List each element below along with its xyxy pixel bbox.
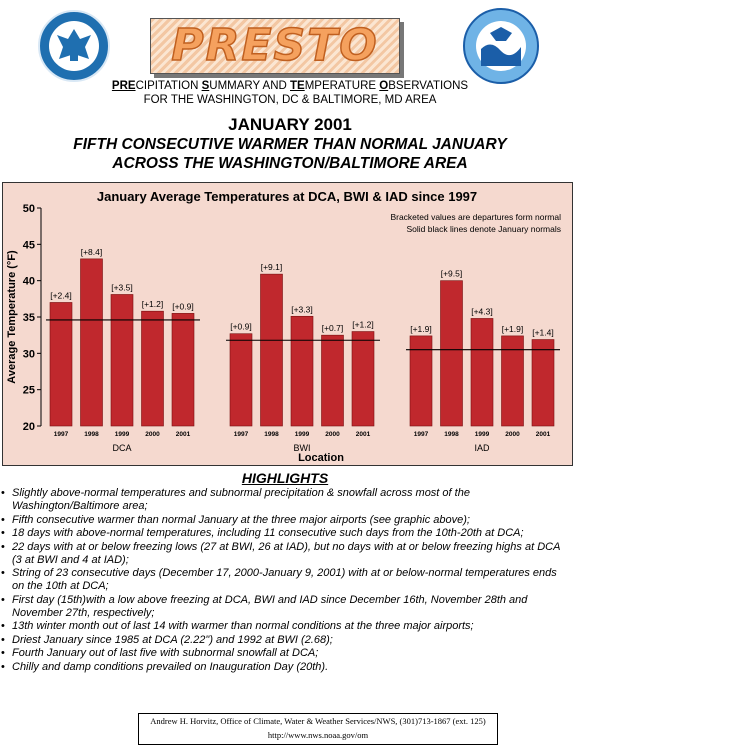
year-tick-label: 1997 <box>413 431 429 438</box>
bar-dca-2001 <box>172 313 194 426</box>
bar-dca-1998 <box>81 259 103 426</box>
year-tick-label: 1998 <box>444 431 459 438</box>
departure-label: [+1.2] <box>141 299 164 310</box>
commerce-seal-icon <box>38 10 110 82</box>
highlight-item: • Fourth January out of last five with subnormal snowfall at DCA; <box>0 647 570 660</box>
departure-label: [+9.1] <box>260 262 283 273</box>
bar-bwi-2000 <box>322 335 344 426</box>
location-label: BWI <box>293 443 311 453</box>
chart-title: January Average Temperatures at DCA, BWI & IAD since 1997 <box>96 189 478 204</box>
bar-iad-1998 <box>441 281 463 426</box>
year-tick-label: 2000 <box>325 431 340 438</box>
highlight-item: • Slightly above-normal temperatures and subnormal precipitation & snowfall across most of the Washington/Baltimore area; <box>0 487 570 513</box>
y-tick-label: 35 <box>22 312 35 324</box>
bar-dca-1997 <box>50 302 72 426</box>
acronym-te: TE <box>290 80 305 92</box>
departure-label: [+1.9] <box>410 323 432 334</box>
highlight-item: • 13th winter month out of last 14 with warmer than normal conditions at the three major airports; <box>0 620 570 633</box>
acronym-pre: PRE <box>111 80 136 92</box>
location-label: IAD <box>474 443 490 453</box>
departure-label: [+1.2] <box>352 319 374 330</box>
bar-iad-1999 <box>471 318 493 426</box>
highlight-item: • First day (15th)with a low above freezing at DCA, BWI and IAD since December 16th, November 28th and November 27th, respectively; <box>0 594 570 620</box>
x-axis-label: Location <box>298 452 344 464</box>
year-tick-label: 1999 <box>474 431 490 438</box>
year-tick-label: 1998 <box>264 431 279 438</box>
bar-bwi-1999 <box>291 316 313 426</box>
year-tick-label: 1999 <box>294 431 310 438</box>
highlight-item: • Driest January since 1985 at DCA (2.22") and 1992 at BWI (2.68); <box>0 634 570 647</box>
temperature-chart <box>3 183 572 465</box>
departure-label: [+3.5] <box>111 282 133 293</box>
presto-acronym-line <box>0 80 580 92</box>
acronym-s: S <box>201 80 210 92</box>
year-tick-label: 1997 <box>233 431 249 438</box>
headline-line-1: FIFTH CONSECUTIVE WARMER THAN NORMAL JANUARY <box>73 136 507 153</box>
presto-banner-text: PRESTO <box>171 20 379 71</box>
highlight-item: • Chilly and damp conditions prevailed on Inauguration Day (20th). <box>0 661 570 674</box>
area-subtitle: FOR THE WASHINGTON, DC & BALTIMORE, MD AREA <box>143 94 437 106</box>
chart-note: Bracketed values are departures form normal <box>390 212 561 222</box>
highlight-item: • 22 days with at or below freezing lows (27 at BWI, 26 at IAD), but no days with at or below freezing highs at DCA (3 at BWI and 4 at IAD); <box>0 541 570 567</box>
month-title: JANUARY 2001 <box>228 115 352 134</box>
footer-author: Andrew H. Horvitz, Office of Climate, Water & Weather Services/NWS, (301)713-1867 (ext. 125) <box>150 716 486 726</box>
acronym-text-3: MPERATURE <box>304 80 380 92</box>
departure-label: [+9.5] <box>440 268 463 279</box>
headline-line-2: ACROSS THE WASHINGTON/BALTIMORE AREA <box>112 155 468 172</box>
departure-label: [+0.9] <box>230 321 252 332</box>
year-tick-label: 1997 <box>53 431 69 438</box>
acronym-o: O <box>379 80 389 92</box>
year-tick-label: 1999 <box>114 431 130 438</box>
y-tick-label: 45 <box>22 239 35 252</box>
departure-label: [+0.9] <box>172 301 194 312</box>
highlights-title: HIGHLIGHTS <box>241 470 329 486</box>
departure-label: [+4.3] <box>471 306 493 317</box>
acronym-text-1: CIPITATION <box>135 80 202 92</box>
departure-label: [+2.4] <box>50 290 72 301</box>
bar-iad-2001 <box>532 340 554 426</box>
bar-dca-1999 <box>111 294 133 426</box>
location-label: DCA <box>112 443 132 453</box>
y-tick-label: 25 <box>22 384 35 397</box>
highlight-item: • String of 23 consecutive days (December 17, 2000-January 9, 2001) with at or below-normal temperatures ends on the 10th at DCA; <box>0 567 570 593</box>
presto-banner <box>150 18 400 74</box>
bar-bwi-1997 <box>230 334 252 426</box>
highlight-item: • Fifth consecutive warmer than normal January at the three major airports (see graphic above); <box>0 514 570 527</box>
departure-label: [+0.7] <box>321 323 344 334</box>
y-tick-label: 40 <box>22 275 35 288</box>
highlights-list <box>0 487 570 674</box>
year-tick-label: 2000 <box>145 431 160 438</box>
departure-label: [+8.4] <box>80 246 103 257</box>
y-tick-label: 20 <box>22 421 35 433</box>
chart-note: Solid black lines denote January normals <box>406 224 561 234</box>
year-tick-label: 1998 <box>84 431 99 438</box>
bar-bwi-1998 <box>261 274 283 426</box>
bar-dca-2000 <box>142 311 164 426</box>
y-tick-label: 30 <box>22 348 35 361</box>
contact-footer <box>138 713 498 745</box>
acronym-text-4: BSERVATIONS <box>388 80 469 92</box>
year-tick-label: 2000 <box>505 431 520 438</box>
highlight-item: • 18 days with above-normal temperatures, including 11 consecutive such days from the 10th-20th at DCA; <box>0 527 570 540</box>
footer-url[interactable]: http://www.nws.noaa.gov/om <box>267 730 369 740</box>
temperature-chart-panel <box>2 182 573 466</box>
departure-label: [+1.4] <box>532 327 554 338</box>
year-tick-label: 2001 <box>175 431 191 438</box>
departure-label: [+1.9] <box>501 323 524 334</box>
y-axis-label: Average Temperature (°F) <box>6 250 18 384</box>
acronym-text-2: UMMARY AND <box>209 80 290 92</box>
departure-label: [+3.3] <box>291 304 313 315</box>
bar-bwi-2001 <box>352 332 374 426</box>
y-tick-label: 50 <box>22 203 35 215</box>
noaa-logo-icon <box>463 8 539 84</box>
year-tick-label: 2001 <box>535 431 551 438</box>
year-tick-label: 2001 <box>355 431 371 438</box>
